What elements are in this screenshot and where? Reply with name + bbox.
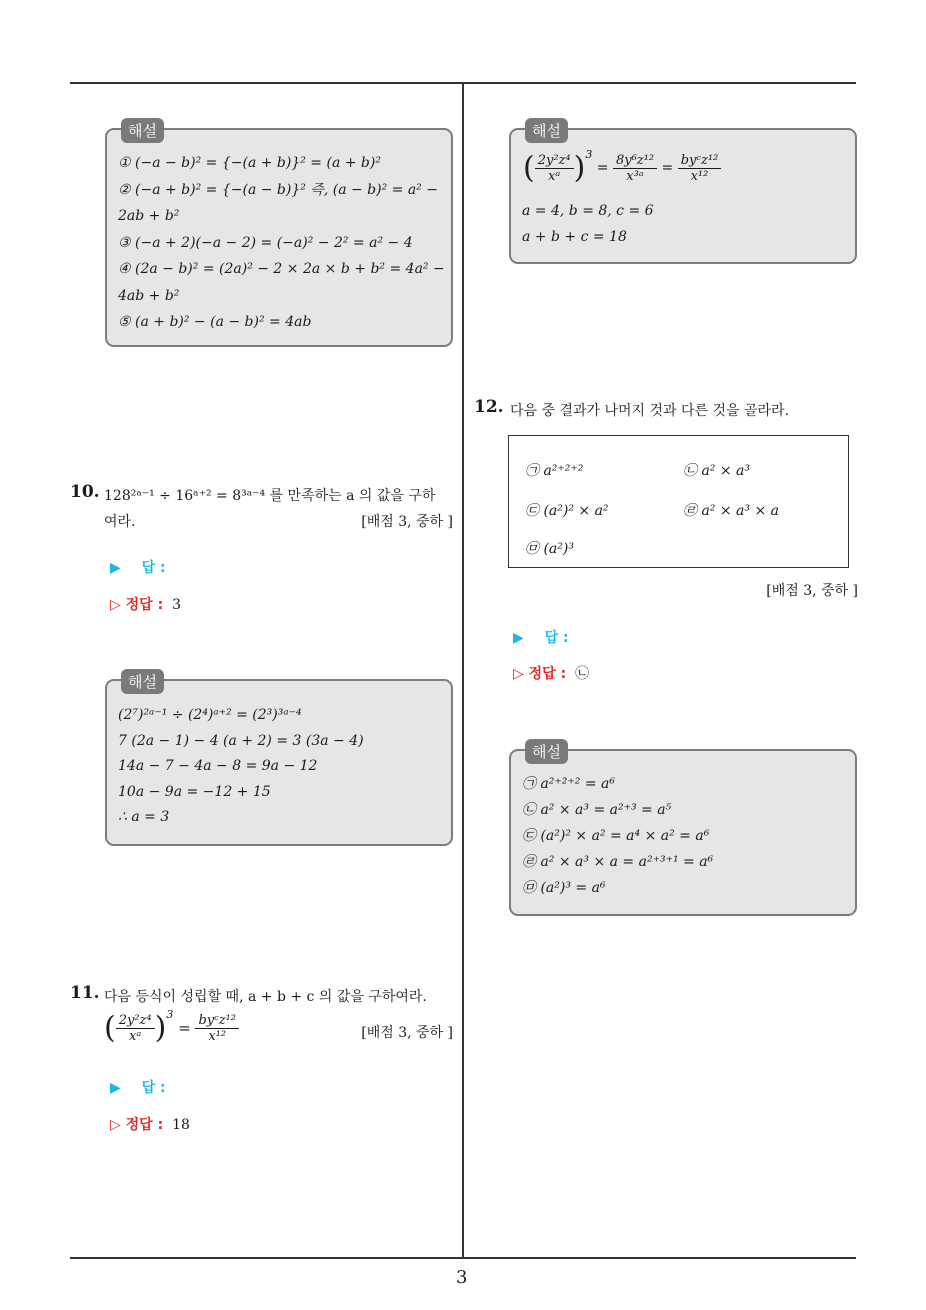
correct-answer-line: [110, 1114, 190, 1134]
solution-box-q9: [105, 122, 453, 347]
question-number: 10.: [70, 482, 100, 502]
solution-line: ① (−a − b)² = {−(a + b)}² = (a + b)²: [118, 155, 381, 171]
answer-arrow-icon: ▶: [110, 560, 121, 576]
choice-item[interactable]: ㉤ (a²)³: [525, 541, 574, 557]
question-text: 128²ᵃ⁻¹ ÷ 16ᵃ⁺² = 8³ᵃ⁻⁴ 를 만족하는 a 의 값을 구하: [104, 488, 436, 504]
question-text: 여라.: [104, 514, 136, 530]
answer-line: [110, 1077, 166, 1097]
solution-line: 4ab + b²: [118, 287, 180, 304]
solution-box-q12: [509, 743, 857, 916]
solution-line: 10a − 9a = −12 + 15: [118, 783, 271, 800]
score-label: [배점 3, 중하 ]: [361, 1025, 453, 1041]
answer-arrow-icon: ▶: [110, 1080, 121, 1096]
answer-label: 답 :: [544, 630, 569, 646]
question-number: 12.: [474, 397, 504, 417]
solution-tag: 해설: [525, 118, 568, 143]
answer-line: [513, 627, 569, 647]
correct-answer-line: [513, 663, 589, 683]
solution-tag: 해설: [525, 739, 568, 764]
solution-box-q10: [105, 673, 453, 846]
solution-line: ㉡ a² × a³ = a²⁺³ = a⁵: [522, 802, 672, 818]
solution-line: 14a − 7 − 4a − 8 = 9a − 12: [118, 758, 318, 774]
answer-label: 답 :: [141, 1080, 166, 1096]
solution-line: ㉠ a²⁺²⁺² = a⁶: [522, 776, 616, 792]
solution-tag: 해설: [121, 118, 164, 143]
solution-equation: ( $\frac{\text{2y²z⁴}}{\text{xᵃ}}$ )$^3$ = $\frac{\text{8y⁶z¹²}}{\text{x³ᵃ}}$ = $\frac{\text{byᶜz¹²}}{\text{x¹²}}$: [523, 148, 721, 186]
solution-line: a = 4, b = 8, c = 6: [522, 203, 654, 219]
correct-answer-line: [110, 594, 181, 614]
choice-item[interactable]: ㉣ a² × a³ × a: [683, 503, 779, 519]
correct-answer-value: 3: [172, 597, 181, 613]
solution-line: 7 (2a − 1) − 4 (a + 2) = 3 (3a − 4): [118, 732, 364, 749]
column-divider: [462, 84, 464, 1258]
solution-line: ② (−a + b)² = {−(a − b)}² 즉, (a − b)² = a² −: [118, 181, 438, 198]
correct-label: 정답 :: [528, 666, 567, 682]
solution-lines: [522, 771, 847, 901]
correct-arrow-icon: ▷: [110, 597, 121, 613]
solution-lines: [522, 198, 847, 250]
solution-line: ∴ a = 3: [118, 809, 170, 825]
score-label: [배점 3, 중하 ]: [766, 583, 858, 599]
solution-tag: 해설: [121, 669, 164, 694]
solution-line: (2⁷)²ᵃ⁻¹ ÷ (2⁴)ᵃ⁺² = (2³)³ᵃ⁻⁴: [118, 707, 302, 723]
solution-line: ④ (2a − b)² = (2a)² − 2 × 2a × b + b² = 4a² −: [118, 261, 445, 277]
answer-line: [110, 557, 166, 577]
solution-line: ㉣ a² × a³ × a = a²⁺³⁺¹ = a⁶: [522, 854, 714, 870]
answer-label: 답 :: [141, 560, 166, 576]
question-text: 다음 등식이 성립할 때, a + b + c 의 값을 구하여라.: [104, 989, 427, 1005]
correct-answer-value: ㉡: [575, 666, 590, 682]
correct-answer-value: 18: [172, 1117, 190, 1133]
choice-item[interactable]: ㉡ a² × a³: [683, 463, 750, 479]
choices-box: [508, 435, 849, 568]
solution-line: ㉤ (a²)³ = a⁶: [522, 880, 606, 896]
question-equation: ( $\frac{\text{2y²z⁴}}{\text{xᵃ}}$ )$^3$ = $\frac{\text{byᶜz¹²}}{\text{x¹²}}$: [104, 1008, 239, 1046]
correct-label: 정답 :: [125, 597, 164, 613]
solution-lines: [118, 703, 443, 831]
choice-item[interactable]: ㉠ a²⁺²⁺²: [525, 463, 584, 479]
correct-arrow-icon: ▷: [513, 666, 524, 682]
solution-line: ⑤ (a + b)² − (a − b)² = 4ab: [118, 314, 312, 330]
correct-arrow-icon: ▷: [110, 1117, 121, 1133]
choice-item[interactable]: ㉢ (a²)² × a²: [525, 503, 609, 519]
bottom-rule: [70, 1257, 856, 1259]
solution-lines: [118, 150, 443, 336]
page-number: 3: [456, 1267, 468, 1288]
solution-line: ㉢ (a²)² × a² = a⁴ × a² = a⁶: [522, 828, 710, 844]
solution-box-q11: [509, 122, 857, 264]
solution-line: a + b + c = 18: [522, 229, 627, 245]
question-number: 11.: [70, 983, 100, 1003]
answer-arrow-icon: ▶: [513, 630, 524, 646]
solution-line: ③ (−a + 2)(−a − 2) = (−a)² − 2² = a² − 4: [118, 234, 413, 251]
score-label: [배점 3, 중하 ]: [361, 514, 453, 530]
solution-line: 2ab + b²: [118, 208, 180, 224]
correct-label: 정답 :: [125, 1117, 164, 1133]
question-text: 다음 중 결과가 나머지 것과 다른 것을 골라라.: [510, 403, 790, 419]
